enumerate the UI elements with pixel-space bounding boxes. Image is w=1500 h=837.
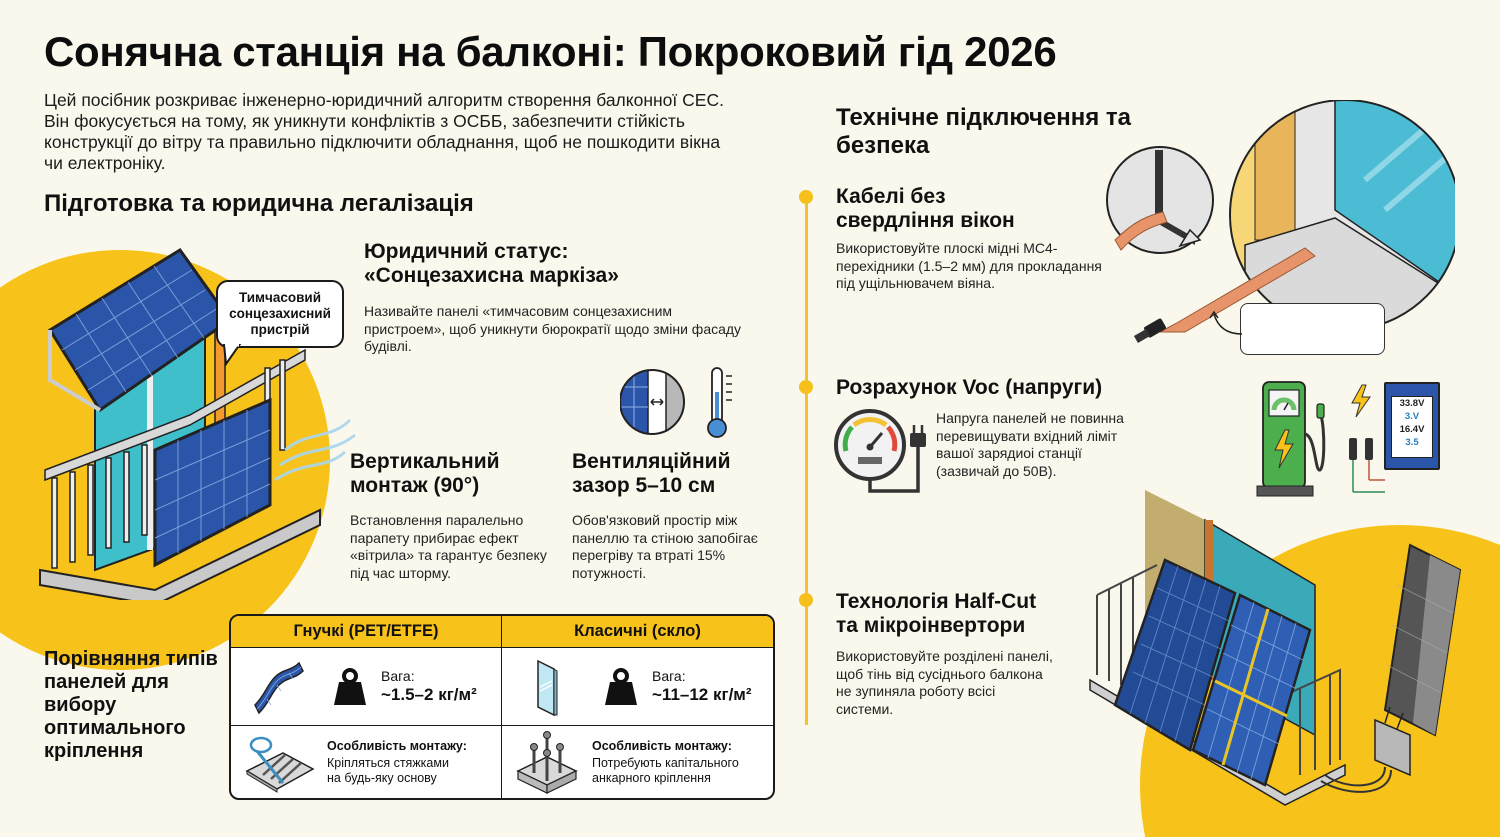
step-voc-text: Напруга панелей не повинна перевищувати вхідний ліміт вашої зарядиоі станції (зазвичай до 50В).: [936, 410, 1124, 479]
voltage-gauge-icon: [830, 405, 940, 497]
step-cables-text: Використовуйте плоскі мідні МС4-перехідники (1.5–2 мм) для прокладання під ущільнювачем віяна.: [836, 240, 1102, 291]
charging-station-icon: [1255, 378, 1335, 498]
reading-2: 3.5: [1405, 437, 1419, 448]
section-heading-preparation: Підготовка та юридична легалізація: [44, 190, 474, 217]
reading-vmp: 16.4V: [1399, 424, 1425, 435]
mount-cell-flexible: [231, 726, 502, 798]
step-halfcut-title-line2: та мікроінвертори: [836, 614, 1026, 637]
step-voc-title: Розрахунок Voc (напруги): [836, 376, 1103, 399]
section-heading-technical-line2: безпека: [836, 132, 930, 159]
weight-value-flexible: ~1.5–2 кг/м²: [381, 685, 477, 704]
anchor-bolts-icon: [514, 729, 580, 795]
comparison-caption: Порівняння типів панелей для вибору оптимального кріплення: [44, 648, 218, 762]
glass-panel-icon: [518, 657, 578, 717]
reading-1: 3.V: [1404, 411, 1420, 422]
curved-arrow-icon: [1208, 308, 1244, 338]
speech-bubble-tail: [222, 344, 242, 366]
solar-panel-readings-icon: [1384, 382, 1440, 470]
weight-cell-flexible: [231, 648, 502, 726]
legal-status-text: Називайте панелі «тимчасовим сонцезахисним пристроем», щоб уникнути бюрократії щодо зміни фасаду будівлі.: [364, 303, 742, 354]
timeline-dot-step-1: [799, 190, 813, 204]
zip-tie-mount-icon: [243, 731, 315, 793]
ventilation-gap-title: [572, 450, 792, 498]
flexible-panel-icon: [247, 657, 307, 717]
speech-bubble-temporary-device: Тимчасовий сонцезахисний пристрій: [216, 280, 344, 348]
timeline-line: [805, 195, 808, 725]
panel-comparison-table: [229, 614, 775, 800]
ventilation-gap-title-line2: зазор 5–10 см: [572, 474, 716, 497]
mount-title: Особливість монтажу:: [327, 739, 467, 753]
weight-cell-classic: [502, 648, 773, 726]
timeline-dot-step-3: [799, 593, 813, 607]
column-header-classic: Класичні (скло): [502, 616, 773, 648]
step-halfcut-title: [836, 590, 1096, 638]
legal-status-title-line1: Юридичний статус:: [364, 240, 569, 263]
weight-label: Вага:: [381, 668, 415, 684]
page-title: Сонячна станція на балконі: Покроковий гід 2026: [44, 28, 1057, 75]
column-header-flexible: Гнучкі (PET/ETFE): [231, 616, 502, 648]
reading-voc: 33.8V: [1399, 398, 1425, 409]
mount-desc-flexible: Кріпляться стяжками на будь-яку основу: [327, 756, 449, 785]
weight-icon: [604, 668, 638, 706]
vertical-mount-title-line2: монтаж (90°): [350, 474, 480, 497]
legal-status-title-line2: «Сонцезахисна маркіза»: [364, 264, 619, 287]
step-cables-title: [836, 185, 1076, 233]
step-cables-title-line2: свердління вікон: [836, 209, 1015, 232]
step-halfcut-title-line1: Технологія Half-Cut: [836, 590, 1037, 613]
lightning-icon: [1348, 383, 1374, 419]
mount-title: Особливість монтажу:: [592, 739, 732, 753]
timeline-dot-step-2: [799, 380, 813, 394]
panel-readings-display: [1391, 396, 1433, 458]
mount-cell-classic: [502, 726, 773, 798]
vertical-mount-title: [350, 450, 570, 498]
weight-value-classic: ~11–12 кг/м²: [652, 685, 752, 704]
ventilation-gap-text: Обов'язковий простір між панеллю та стіною запобігає перегріву та втраті 15% потужності.: [572, 512, 758, 581]
empty-label-box: [1240, 303, 1385, 355]
weight-icon: [333, 668, 367, 706]
ventilation-gap-title-line1: Вентиляційний: [572, 450, 731, 473]
ventilation-gap-icon: [620, 362, 740, 442]
legal-status-title: [364, 240, 724, 288]
step-halfcut-text: Використовуйте розділені панелі, щоб тінь від сусіднього балкона не зупиняла роботу всісі системи.: [836, 648, 1053, 717]
mount-desc-classic: Потребують капітального анкарного кріплення: [592, 756, 739, 785]
halfcut-balcony-microinverter-illustration: [1085, 485, 1485, 815]
section-heading-technical-line1: Технічне підключення та: [836, 104, 1132, 131]
weight-label: Вага:: [652, 668, 686, 684]
intro-text: Цей посібник розкриває інженерно-юридичний алгоритм створення балконної СЕС. Він фокусується на тому, як уникнути конфліктів з ОСББ, забезпечити стійкість конструкції до вітру та правильно підключити обладнання, щоб не пошкодити вікна чи електроніку.: [44, 90, 724, 173]
vertical-mount-title-line1: Вертикальний: [350, 450, 500, 473]
vertical-mount-text: Встановлення паралельно парапету прибирає ефект «вітрила» та гарантує безпеку під час шторму.: [350, 512, 547, 581]
step-cables-title-line1: Кабелі без: [836, 185, 946, 208]
